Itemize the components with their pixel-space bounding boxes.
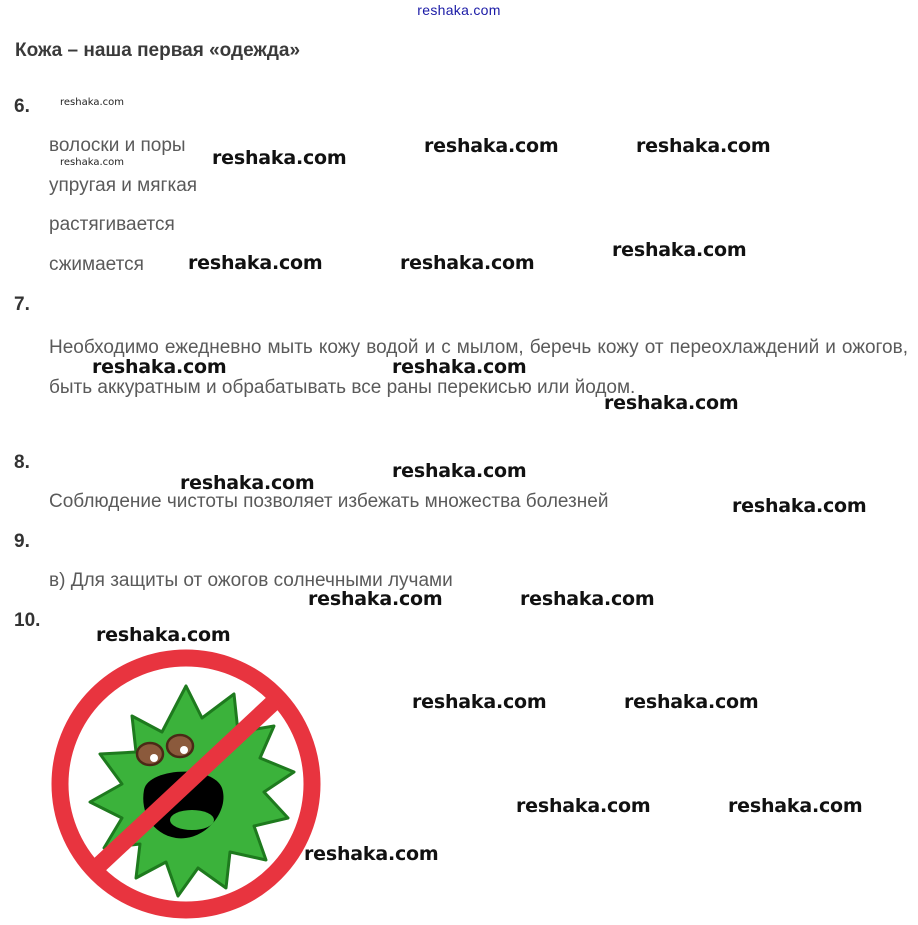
watermark: reshaka.com bbox=[304, 843, 439, 865]
watermark: reshaka.com bbox=[60, 157, 124, 168]
watermark: reshaka.com bbox=[520, 588, 655, 610]
task-6-answer-1: волоски и поры bbox=[49, 135, 186, 156]
watermark: reshaka.com bbox=[392, 460, 527, 482]
task-8-number: 8. bbox=[14, 452, 30, 473]
no-germs-prohibition-icon bbox=[44, 642, 328, 922]
watermark: reshaka.com bbox=[308, 588, 443, 610]
watermark: reshaka.com bbox=[392, 356, 527, 378]
watermark: reshaka.com bbox=[92, 356, 227, 378]
watermark: reshaka.com bbox=[180, 472, 315, 494]
task-9-answer: в) Для защиты от ожогов солнечными лучами bbox=[49, 570, 453, 591]
watermark: reshaka.com bbox=[636, 135, 771, 157]
watermark: reshaka.com bbox=[624, 691, 759, 713]
task-6-answer-3: растягивается bbox=[49, 214, 175, 235]
task-7-answer: Необходимо ежедневно мыть кожу водой и с мылом, беречь кожу от переохлаждений и ожогов, быть аккуратным и обрабатывать все раны перекисью или йодом. bbox=[49, 337, 908, 398]
page-title: Кожа – наша первая «одежда» bbox=[15, 40, 301, 61]
watermark: reshaka.com bbox=[516, 795, 651, 817]
watermark: reshaka.com bbox=[60, 97, 124, 108]
task-10-number: 10. bbox=[14, 610, 41, 631]
task-6-answer-4: сжимается bbox=[49, 254, 144, 275]
watermark: reshaka.com bbox=[212, 147, 347, 169]
watermark: reshaka.com bbox=[604, 392, 739, 414]
task-6-answer-2: упругая и мягкая bbox=[49, 175, 198, 196]
task-9-number: 9. bbox=[14, 531, 30, 552]
watermark: reshaka.com bbox=[412, 691, 547, 713]
watermark: reshaka.com bbox=[728, 795, 863, 817]
watermark: reshaka.com bbox=[424, 135, 559, 157]
task-6-number: 6. bbox=[14, 96, 30, 117]
watermark: reshaka.com bbox=[732, 495, 867, 517]
site-link[interactable]: reshaka.com bbox=[417, 2, 501, 18]
task-7-number: 7. bbox=[14, 294, 30, 315]
watermark: reshaka.com bbox=[96, 624, 231, 646]
watermark: reshaka.com bbox=[400, 252, 535, 274]
task-8-answer: Соблюдение чистоты позволяет избежать множества болезней bbox=[49, 491, 609, 512]
watermark: reshaka.com bbox=[612, 239, 747, 261]
watermark: reshaka.com bbox=[188, 252, 323, 274]
